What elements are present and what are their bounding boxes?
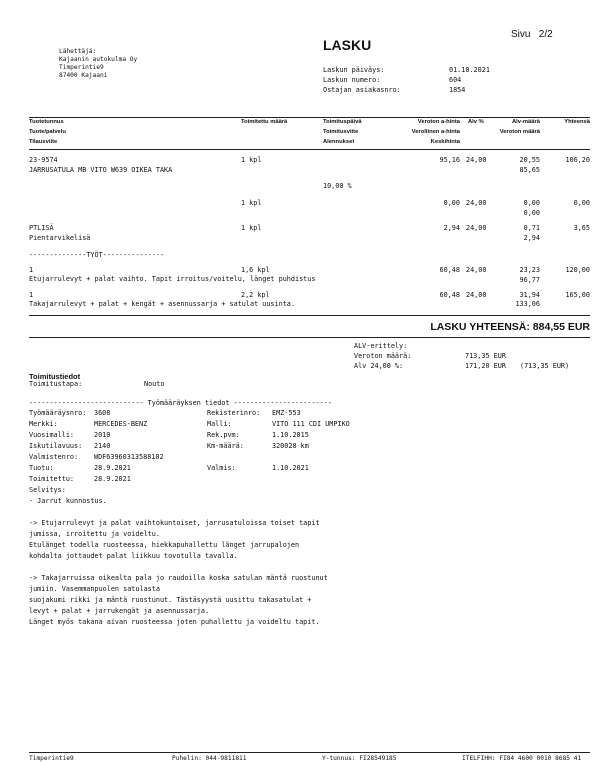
row-vat-amount: 0,00 xyxy=(523,199,540,207)
header-col-total: Yhteensä xyxy=(564,119,590,125)
work-row-price: 60,48 xyxy=(439,266,460,274)
work-divider: --------------TYÖT--------------- xyxy=(29,251,165,259)
row-vat-amount: 20,55 xyxy=(519,156,540,164)
note-line: jumiin. Vasemmanpuolen satulasta xyxy=(29,585,160,593)
vat-row-extra: (713,35 EUR) xyxy=(520,362,570,370)
work-order-label: Km-määrä: xyxy=(207,442,244,450)
sender-line: Timperintie9 xyxy=(59,64,104,71)
work-order-label: Valmistenro: xyxy=(29,453,79,461)
header-col-avgprice: Keskihinta xyxy=(430,139,460,145)
vat-breakdown-title: ALV-erittely: xyxy=(354,342,408,350)
work-order-value: 1.10.2015 xyxy=(272,431,309,439)
note-line: - Jarrut kunnostus. xyxy=(29,497,107,505)
work-row-net: 96,77 xyxy=(519,276,540,284)
work-order-value: 28.9.2021 xyxy=(94,464,131,472)
work-order-value: EMZ-553 xyxy=(272,409,301,417)
work-order-value: MERCEDES-BENZ xyxy=(94,420,148,428)
work-order-value: 320028 km xyxy=(272,442,309,450)
note-line: suojakumi rikki ja mäntä ruostunut. Tästäsyystä uusittu takasatulat + xyxy=(29,596,312,604)
page-number: 2/2 xyxy=(538,29,553,40)
row-qty: 1 kpl xyxy=(241,156,262,164)
work-order-label: Malli: xyxy=(207,420,232,428)
work-order-value: 2010 xyxy=(94,431,111,439)
invoice-number-value: 604 xyxy=(449,76,462,84)
customer-number-label: Ostajan asiakasnro: xyxy=(323,86,401,94)
footer-rule xyxy=(29,752,590,753)
note-line: -> Takajarruissa oikealta pala jo raudoilla koska satulan mäntä ruostunut xyxy=(29,574,328,582)
header-col-netamount: Veroton määrä xyxy=(499,129,540,135)
header-col-code: Tuotetunnus xyxy=(29,119,64,125)
note-line: kohdalta jottaudet palat liikkuu tovotulla tavalla. xyxy=(29,552,238,560)
work-order-value: 1.10.2021 xyxy=(272,464,309,472)
row-vat: 24,00 xyxy=(466,199,487,207)
work-order-label: Vuosimalli: xyxy=(29,431,75,439)
work-row-qty: 1,6 kpl xyxy=(241,266,270,274)
work-row-vat: 24,00 xyxy=(466,291,487,299)
work-row-total: 165,00 xyxy=(565,291,590,299)
invoice-date-value: 01.10.2021 xyxy=(449,66,490,74)
work-order-value: 3608 xyxy=(94,409,111,417)
row-price: 95,16 xyxy=(439,156,460,164)
work-row-number: 1 xyxy=(29,266,34,274)
row-vat-amount: 0,71 xyxy=(523,224,540,232)
row-net: 2,94 xyxy=(523,234,540,242)
sender-label: Lähettäjä: xyxy=(59,48,97,55)
vat-row-value: 713,35 EUR xyxy=(465,352,506,360)
row-vat: 24,00 xyxy=(466,224,487,232)
footer-business-id: Y-tunnus: FI28549185 xyxy=(322,755,397,762)
header-col-vatamount: Alv-määrä xyxy=(511,119,540,125)
header-top-rule xyxy=(29,117,590,118)
work-row-qty: 2,2 kpl xyxy=(241,291,270,299)
work-row-net: 133,06 xyxy=(515,300,540,308)
total-bottom-rule xyxy=(29,337,590,338)
row-total: 3,65 xyxy=(573,224,590,232)
row-price: 0,00 xyxy=(443,199,460,207)
page-label: Sivu xyxy=(511,29,531,40)
page-indicator xyxy=(511,30,553,40)
header-col-qty: Toimitettu määrä xyxy=(241,119,288,125)
work-row-vat: 24,00 xyxy=(466,266,487,274)
row-discount: 10,00 % xyxy=(323,182,352,190)
header-col-product: Tuote/palvelu xyxy=(29,129,66,135)
work-row-desc: Etujarrulevyt + palat vaihto. Tapit irroitus/voitelu, länget puhdistus xyxy=(29,275,316,283)
work-order-value: 2140 xyxy=(94,442,111,450)
invoice-date-label: Laskun päiväys: xyxy=(323,66,385,74)
row-net: 85,65 xyxy=(519,166,540,174)
header-col-discounts: Alennukset xyxy=(323,139,355,145)
header-col-vat: Alv % xyxy=(468,119,484,125)
work-order-divider: ---------------------------- Työmääräyksen tiedot ------------------------ xyxy=(29,399,332,407)
invoice-title: LASKU xyxy=(323,37,372,53)
invoice-number-label: Laskun numero: xyxy=(323,76,381,84)
delivery-label: Toimitustapa: xyxy=(29,380,83,388)
work-order-label: Toimitettu: xyxy=(29,475,75,483)
row-code: PTLISÄ xyxy=(29,224,54,232)
work-row-desc: Takajarrulevyt + palat + kengät + asennussarja + satulat uusinta. xyxy=(29,300,295,308)
work-row-total: 120,00 xyxy=(565,266,590,274)
header-col-unitprice: Veroton a-hinta xyxy=(417,119,460,125)
row-code: 23-9574 xyxy=(29,156,58,164)
work-order-value: 28.9.2021 xyxy=(94,475,131,483)
row-price: 2,94 xyxy=(443,224,460,232)
header-bottom-rule xyxy=(29,149,590,150)
footer-iban: ITELFIHH: FI84 4600 0010 8685 41 xyxy=(462,755,582,762)
sender-line: 87400 Kajaani xyxy=(59,72,108,79)
customer-number-value: 1854 xyxy=(449,86,466,94)
work-row-price: 60,48 xyxy=(439,291,460,299)
work-order-label: Rek.pvm: xyxy=(207,431,240,439)
note-line: -> Etujarrulevyt ja palat vaihtokuntoiset, jarrusatuloissa toiset tapit xyxy=(29,519,320,527)
header-col-deliverydate: Toimituspäivä xyxy=(323,119,362,125)
note-line: levyt + palat + jarrukengät ja asennussarja. xyxy=(29,607,210,615)
row-product: Pientarvikelisä xyxy=(29,234,91,242)
work-order-label: Merkki: xyxy=(29,420,58,428)
work-row-vat-amount: 23,23 xyxy=(519,266,540,274)
work-row-vat-amount: 31,94 xyxy=(519,291,540,299)
vat-row-value: 171,20 EUR xyxy=(465,362,506,370)
row-qty: 1 kpl xyxy=(241,199,262,207)
vat-row-label: Veroton määrä: xyxy=(354,352,412,360)
row-net: 0,00 xyxy=(523,209,540,217)
work-order-label: Selvitys: xyxy=(29,486,66,494)
work-order-label: Työmääräysnro: xyxy=(29,409,87,417)
work-order-value: WDF63960313588102 xyxy=(94,453,164,461)
header-col-unitprice-vat: Verollinen a-hinta xyxy=(411,129,460,135)
note-line: Länget myös takana aivan ruosteessa joten puhallettu ja voideltu tapit. xyxy=(29,618,320,626)
work-order-label: Rekisterinro: xyxy=(207,409,261,417)
note-line: jumissa, irroitettu ja voideltu. xyxy=(29,530,160,538)
work-row-number: 1 xyxy=(29,291,34,299)
delivery-title: Toimitustiedot xyxy=(29,372,81,381)
row-qty: 1 kpl xyxy=(241,224,262,232)
grand-total: LASKU YHTEENSÄ: 884,55 EUR xyxy=(430,321,590,333)
work-order-value: VITO 111 CDI UMPIKO xyxy=(272,420,350,428)
row-product: JARRUSATULA MB VITO W639 OIKEA TAKA xyxy=(29,166,173,174)
delivery-value: Nouto xyxy=(144,380,165,388)
footer-phone: Puhelin: 044-9811811 xyxy=(172,755,247,762)
header-col-deliveryref: Toimitusviite xyxy=(323,129,359,135)
row-total: 0,00 xyxy=(573,199,590,207)
sender-line: Kajaanin autokulma Oy xyxy=(59,56,138,63)
row-total: 106,20 xyxy=(565,156,590,164)
row-vat: 24,00 xyxy=(466,156,487,164)
work-order-label: Iskutilavuus: xyxy=(29,442,83,450)
note-line: Etulänget todella ruosteessa, hiekkapuhallettu länget jarrupalojen xyxy=(29,541,300,549)
work-order-label: Tuotu: xyxy=(29,464,54,472)
work-order-label: Valmis: xyxy=(207,464,236,472)
header-col-orderref: Tilausviite xyxy=(29,139,58,145)
total-top-rule xyxy=(29,315,590,316)
footer-address: Timperintie9 xyxy=(29,755,74,762)
vat-row-label: Alv 24,00 %: xyxy=(354,362,404,370)
